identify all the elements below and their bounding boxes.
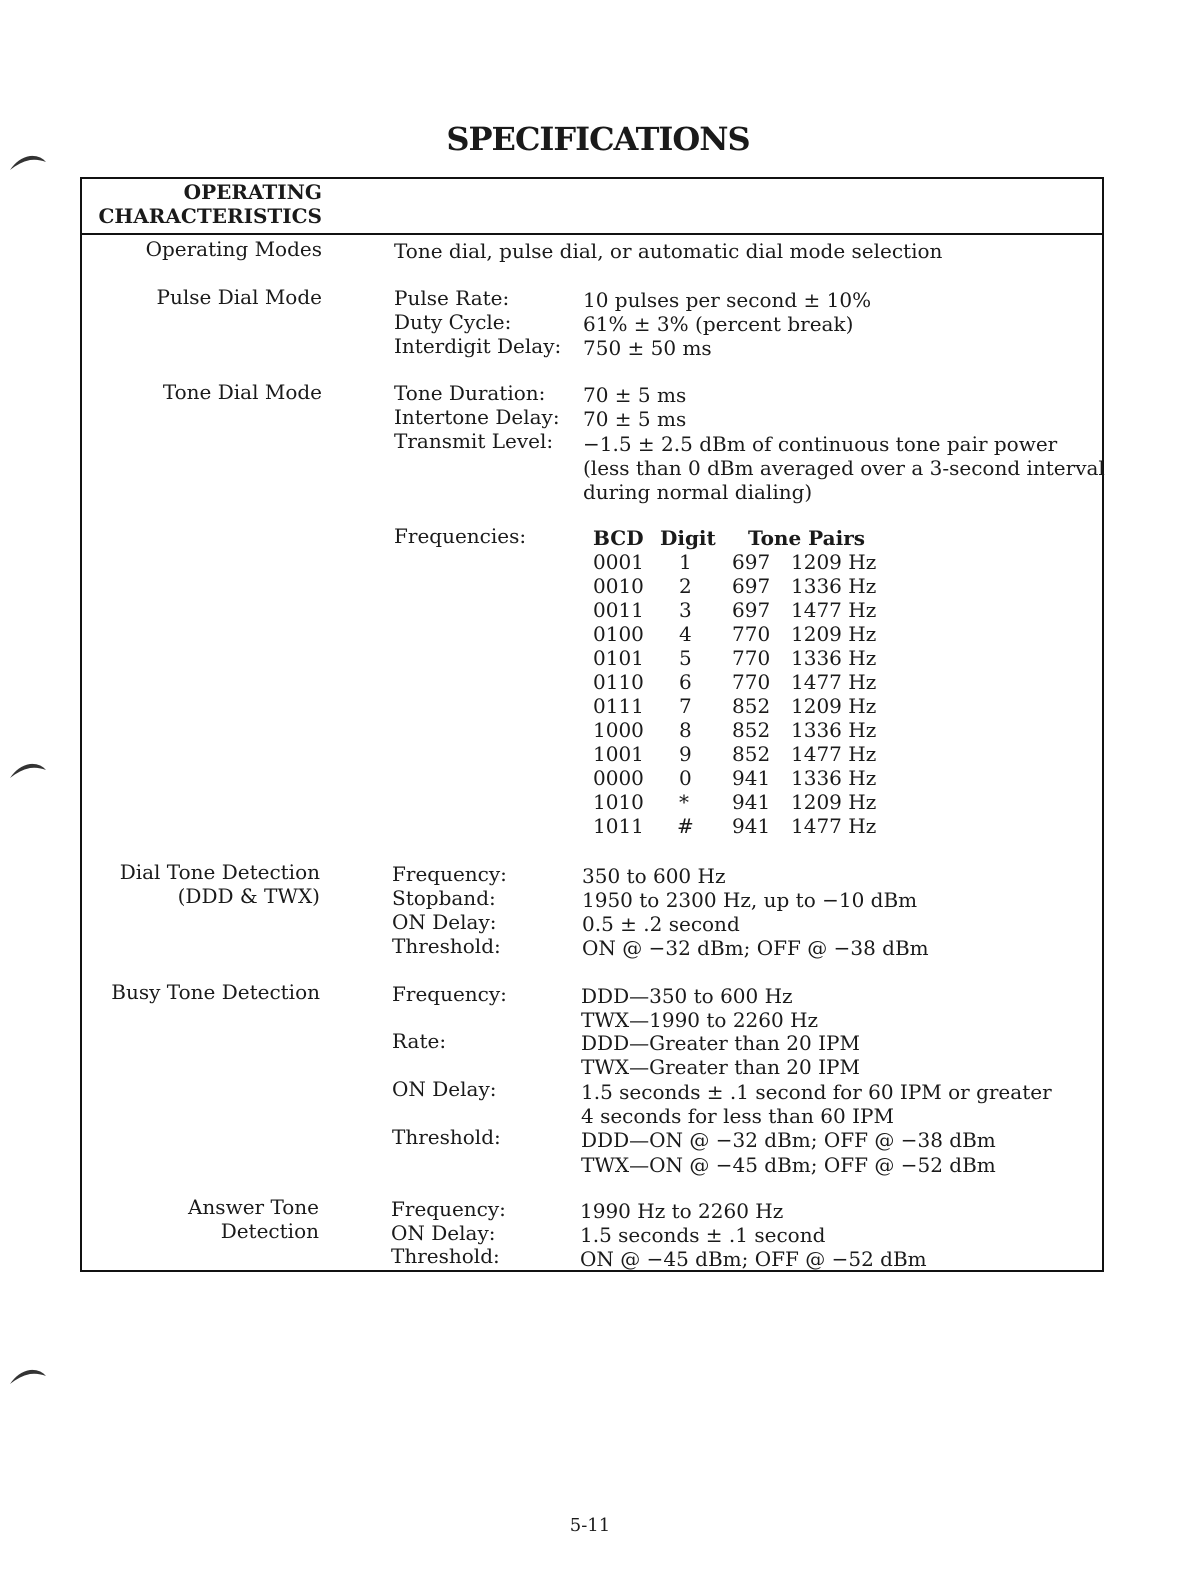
table-cell-low: 941 <box>732 790 771 814</box>
table-cell-bcd: 0111 <box>593 694 644 718</box>
table-cell-high: 1477 Hz <box>791 598 877 622</box>
table-cell-high: 1209 Hz <box>791 694 877 718</box>
transmit-level-note-1: (less than 0 dBm averaged over a 3-second interval <box>583 456 1105 480</box>
tone-duration-param: Tone Duration: <box>394 381 546 405</box>
busy-tone-rate-twx: TWX—Greater than 20 IPM <box>581 1055 860 1079</box>
table-cell-high: 1336 Hz <box>791 718 877 742</box>
busy-tone-on-delay-value-1: 1.5 seconds ± .1 second for 60 IPM or greater <box>581 1080 1052 1104</box>
intertone-delay-param: Intertone Delay: <box>394 405 560 429</box>
table-cell-digit: 0 <box>679 766 692 790</box>
transmit-level-note-2: during normal dialing) <box>583 480 813 504</box>
table-cell-digit: 3 <box>679 598 692 622</box>
table-cell-low: 770 <box>732 670 771 694</box>
table-cell-bcd: 0011 <box>593 598 644 622</box>
pulse-dial-label: Pulse Dial Mode <box>156 285 322 309</box>
dial-tone-frequency-value: 350 to 600 Hz <box>582 864 726 888</box>
section-heading-line2: CHARACTERISTICS <box>98 204 322 228</box>
busy-tone-frequency-ddd: DDD—350 to 600 Hz <box>581 984 793 1008</box>
dial-tone-stopband-param: Stopband: <box>392 886 496 910</box>
dial-tone-stopband-value: 1950 to 2300 Hz, up to −10 dBm <box>582 888 918 912</box>
answer-tone-on-delay-param: ON Delay: <box>391 1221 496 1245</box>
table-cell-digit: 8 <box>679 718 692 742</box>
table-cell-digit: 2 <box>679 574 692 598</box>
table-cell-digit: 4 <box>679 622 692 646</box>
frequencies-param: Frequencies: <box>394 524 527 548</box>
table-cell-low: 697 <box>732 550 771 574</box>
operating-modes-label: Operating Modes <box>145 237 322 261</box>
table-cell-high: 1336 Hz <box>791 766 877 790</box>
dial-tone-frequency-param: Frequency: <box>392 862 507 886</box>
tone-pairs-column-header: Tone Pairs <box>748 526 866 550</box>
transmit-level-param: Transmit Level: <box>394 429 554 453</box>
table-cell-bcd: 0010 <box>593 574 644 598</box>
table-cell-digit: * <box>679 790 689 814</box>
table-cell-high: 1336 Hz <box>791 646 877 670</box>
answer-tone-label-2: Detection <box>220 1219 319 1243</box>
answer-tone-threshold-value: ON @ −45 dBm; OFF @ −52 dBm <box>580 1247 927 1271</box>
busy-tone-label: Busy Tone Detection <box>111 980 320 1004</box>
dial-tone-threshold-param: Threshold: <box>392 934 501 958</box>
busy-tone-rate-ddd: DDD—Greater than 20 IPM <box>581 1031 860 1055</box>
table-cell-high: 1209 Hz <box>791 790 877 814</box>
pulse-rate-value: 10 pulses per second ± 10% <box>583 288 872 312</box>
answer-tone-frequency-param: Frequency: <box>391 1197 506 1221</box>
dial-tone-label-1: Dial Tone Detection <box>119 860 320 884</box>
table-cell-digit: 5 <box>679 646 692 670</box>
table-cell-high: 1209 Hz <box>791 622 877 646</box>
table-cell-bcd: 1001 <box>593 742 644 766</box>
table-cell-low: 852 <box>732 718 771 742</box>
table-cell-bcd: 0000 <box>593 766 644 790</box>
table-cell-bcd: 1010 <box>593 790 644 814</box>
table-cell-high: 1336 Hz <box>791 574 877 598</box>
dial-tone-on-delay-param: ON Delay: <box>392 910 497 934</box>
duty-cycle-param: Duty Cycle: <box>394 310 512 334</box>
transmit-level-value: −1.5 ± 2.5 dBm of continuous tone pair power <box>583 432 1058 456</box>
table-cell-bcd: 1000 <box>593 718 644 742</box>
answer-tone-label-1: Answer Tone <box>187 1195 319 1219</box>
table-cell-bcd: 0110 <box>593 670 644 694</box>
operating-modes-value: Tone dial, pulse dial, or automatic dial mode selection <box>394 239 943 263</box>
busy-tone-rate-param: Rate: <box>392 1029 447 1053</box>
duty-cycle-value: 61% ± 3% (percent break) <box>583 312 854 336</box>
table-cell-digit: 7 <box>679 694 692 718</box>
busy-tone-frequency-param: Frequency: <box>392 982 507 1006</box>
tone-duration-value: 70 ± 5 ms <box>583 383 687 407</box>
table-cell-digit: 9 <box>679 742 692 766</box>
page-number: 5-11 <box>569 1515 611 1536</box>
table-cell-low: 852 <box>732 694 771 718</box>
interdigit-delay-value: 750 ± 50 ms <box>583 336 712 360</box>
table-cell-high: 1477 Hz <box>791 742 877 766</box>
tone-dial-label: Tone Dial Mode <box>162 380 322 404</box>
header-divider <box>80 233 1104 235</box>
busy-tone-on-delay-param: ON Delay: <box>392 1077 497 1101</box>
busy-tone-threshold-ddd: DDD—ON @ −32 dBm; OFF @ −38 dBm <box>581 1128 996 1152</box>
table-cell-bcd: 0001 <box>593 550 644 574</box>
dial-tone-on-delay-value: 0.5 ± .2 second <box>582 912 740 936</box>
table-cell-low: 852 <box>732 742 771 766</box>
table-cell-low: 697 <box>732 598 771 622</box>
table-cell-low: 770 <box>732 646 771 670</box>
table-cell-digit: # <box>677 814 694 838</box>
table-cell-digit: 6 <box>679 670 692 694</box>
page-title: SPECIFICATIONS <box>446 120 750 158</box>
answer-tone-threshold-param: Threshold: <box>391 1244 500 1268</box>
interdigit-delay-param: Interdigit Delay: <box>394 334 562 358</box>
intertone-delay-value: 70 ± 5 ms <box>583 407 687 431</box>
table-cell-low: 941 <box>732 766 771 790</box>
bcd-column-header: BCD <box>593 526 644 550</box>
table-cell-digit: 1 <box>679 550 692 574</box>
digit-column-header: Digit <box>660 526 716 550</box>
busy-tone-threshold-param: Threshold: <box>392 1125 501 1149</box>
table-cell-high: 1209 Hz <box>791 550 877 574</box>
section-heading-line1: OPERATING <box>183 180 322 204</box>
busy-tone-threshold-twx: TWX—ON @ −45 dBm; OFF @ −52 dBm <box>581 1153 996 1177</box>
table-cell-low: 770 <box>732 622 771 646</box>
answer-tone-on-delay-value: 1.5 seconds ± .1 second <box>580 1223 826 1247</box>
table-cell-bcd: 0101 <box>593 646 644 670</box>
table-cell-low: 941 <box>732 814 771 838</box>
pulse-rate-param: Pulse Rate: <box>394 286 510 310</box>
table-cell-high: 1477 Hz <box>791 814 877 838</box>
table-cell-high: 1477 Hz <box>791 670 877 694</box>
busy-tone-frequency-twx: TWX—1990 to 2260 Hz <box>581 1008 819 1032</box>
binder-mark-icon <box>8 152 48 172</box>
binder-mark-icon <box>8 1366 48 1386</box>
busy-tone-on-delay-value-2: 4 seconds for less than 60 IPM <box>581 1104 894 1128</box>
table-cell-bcd: 0100 <box>593 622 644 646</box>
dial-tone-label-2: (DDD & TWX) <box>177 884 320 908</box>
answer-tone-frequency-value: 1990 Hz to 2260 Hz <box>580 1199 784 1223</box>
table-cell-bcd: 1011 <box>593 814 644 838</box>
dial-tone-threshold-value: ON @ −32 dBm; OFF @ −38 dBm <box>582 936 929 960</box>
binder-mark-icon <box>8 760 48 780</box>
table-cell-low: 697 <box>732 574 771 598</box>
